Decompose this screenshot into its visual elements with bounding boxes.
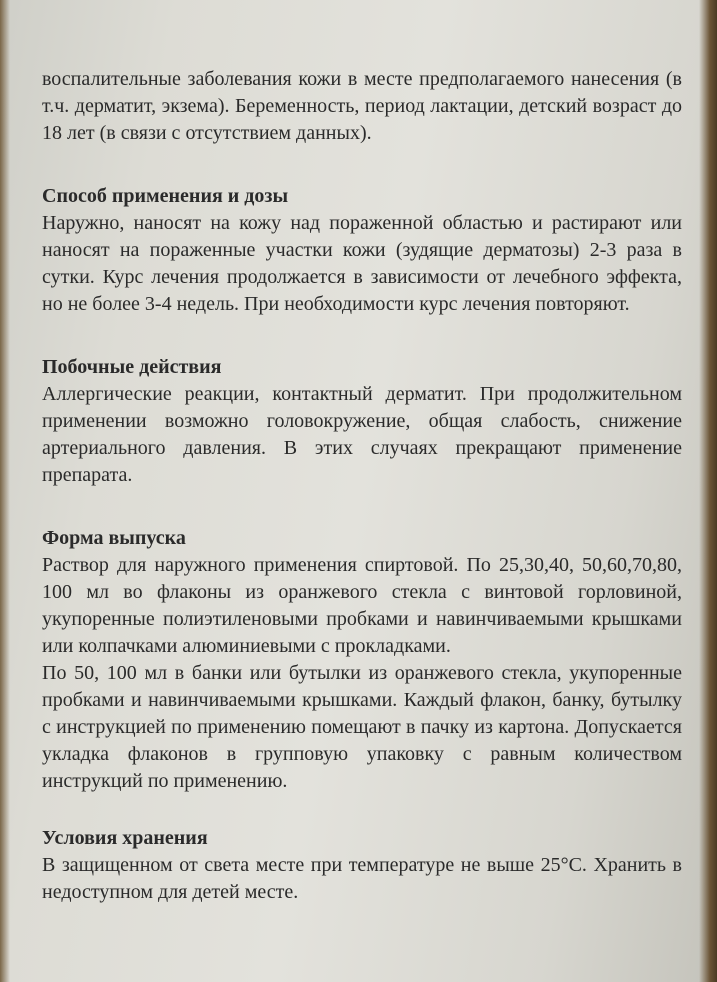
release-form-paragraph-2: По 50, 100 мл в банки или бутылки из оранжевого стекла, укупоренные пробками и навинчиваемыми крышками. Каждый флакон, банку, бутылку с инструкцией по применению помещают в пачку из картона. Допускается укладка флаконов в групповую упаковку с равным количеством инструкций по применению.	[42, 662, 682, 792]
release-form-paragraph-1: Раствор для наружного применения спиртовой. По 25,30,40, 50,60,70,80, 100 мл во флаконы из оранжевого стекла с винтовой горловиной, укупоренные полиэтиленовыми пробками и навинчиваемыми крышками или колпачками алюминиевыми с прокладками.	[42, 554, 682, 657]
storage-heading: Условия хранения	[42, 827, 208, 849]
release-form-heading: Форма выпуска	[42, 527, 186, 549]
dosage-heading: Способ применения и дозы	[42, 185, 289, 207]
storage-text: В защищенном от света месте при температуре не выше 25°С. Хранить в недоступном для детей месте.	[42, 854, 682, 903]
side-effects-heading: Побочные действия	[42, 356, 222, 378]
contraindications-text: воспалительные заболевания кожи в месте предполагаемого нанесения (в т.ч. дерматит, экзема). Беременность, период лактации, детский возраст до 18 лет (в связи с отсутствием данных).	[42, 68, 682, 144]
dosage-text: Наружно, наносят на кожу над пораженной областью и растирают или наносят на пораженные участки кожи (зудящие дерматозы) 2-3 раза в сутки. Курс лечения продолжается в зависимости от лечебного эффекта, но не более 3-4 недель. При необходимости курс лечения повторяют.	[42, 212, 682, 315]
side-effects-text: Аллергические реакции, контактный дерматит. При продолжительном применении возможно головокружение, общая слабость, снижение артериального давления. В этих случаях прекращают применение препарата.	[42, 383, 682, 486]
leaflet-text	[42, 66, 682, 906]
paper-edge-left	[0, 0, 10, 982]
paper-edge-right	[699, 0, 717, 982]
